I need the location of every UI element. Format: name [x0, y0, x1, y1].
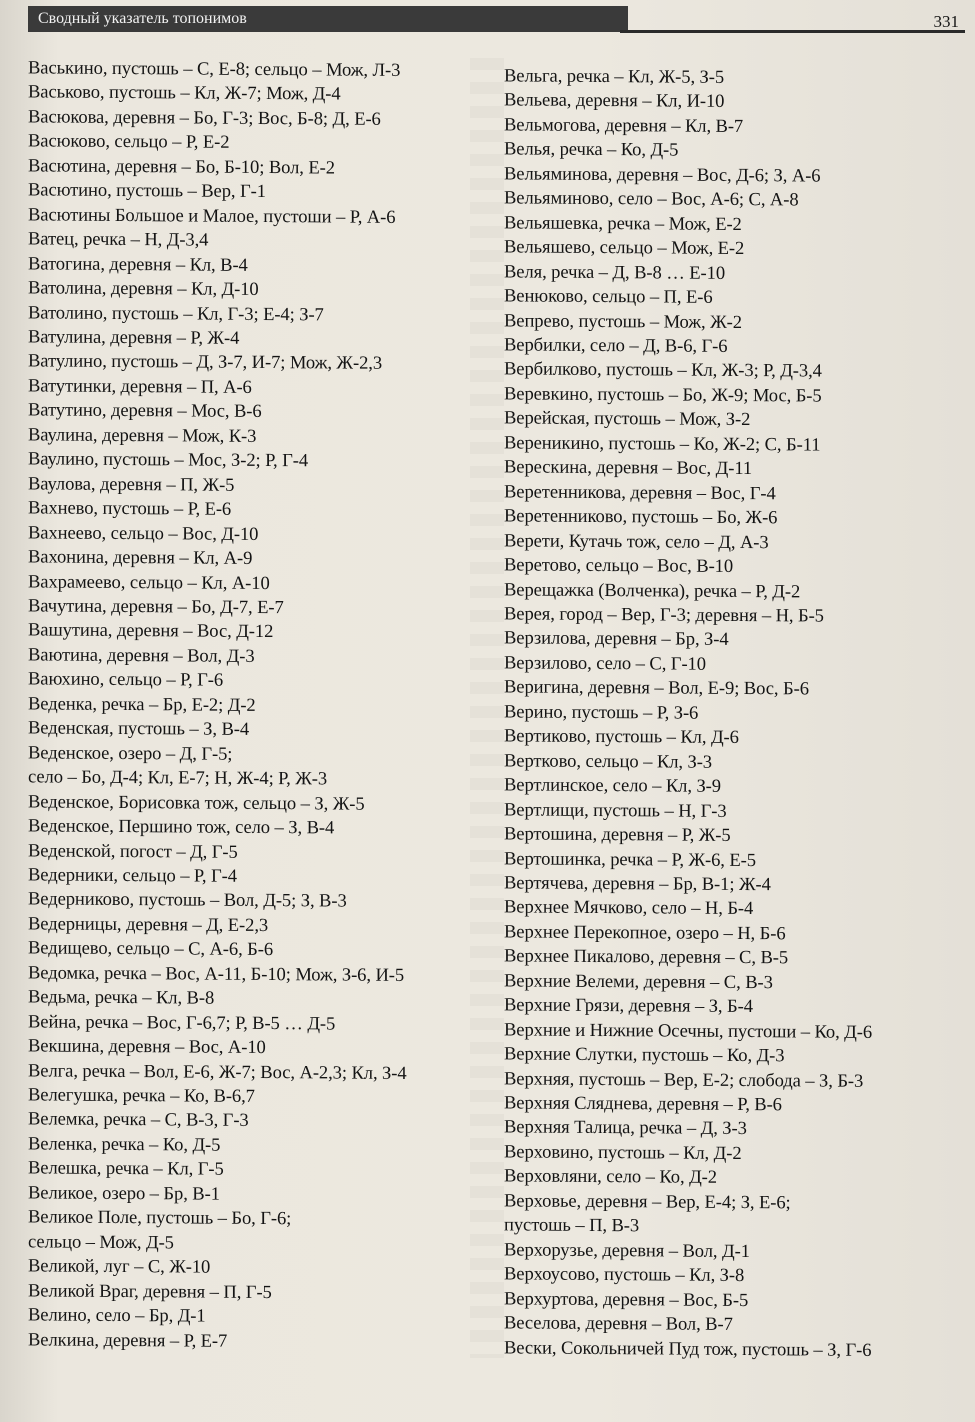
- index-entry: Вахнево, пустошь – Р, Е-6: [28, 497, 232, 520]
- index-entry: Веденской, погост – Д, Г-5: [28, 839, 238, 863]
- index-entry: сельцо – Мож, Д-5: [28, 1231, 174, 1254]
- index-entry: Веденка, речка – Бр, Е-2; Д-2: [28, 693, 256, 716]
- index-entry: Ведерники, сельцо – Р, Г-4: [28, 864, 237, 887]
- index-entry: Вахрамеево, сельцо – Кл, А-10: [28, 570, 270, 594]
- index-entry: Верхнее Мячково, село – Н, Б-4: [504, 896, 754, 920]
- index-entry: пустошь – П, В-3: [504, 1214, 640, 1237]
- index-entry: Вельяминова, деревня – Вос, Д-6; З, А-6: [504, 163, 821, 187]
- index-entry: Верино, пустошь – Р, З-6: [504, 701, 699, 724]
- index-entry: Вертошинка, речка – Р, Ж-6, Е-5: [504, 847, 756, 871]
- right-column: [504, 64, 974, 1363]
- index-entry: Васюково, сельцо – Р, Е-2: [28, 130, 230, 154]
- index-entry: Вейна, речка – Вос, Г-6,7; Р, В-5 … Д-5: [28, 1011, 336, 1035]
- index-entry: Вереникино, пустошь – Ко, Ж-2; С, Б-11: [504, 432, 821, 456]
- index-entry: Вельяшевка, речка – Мож, Е-2: [504, 212, 742, 235]
- index-entry: Ваулина, деревня – Мож, К-3: [28, 424, 257, 447]
- index-entry: Великой Враг, деревня – П, Г-5: [28, 1280, 272, 1303]
- index-entry: Верхняя, пустошь – Вер, Е-2; слобода – З, Б-3: [504, 1067, 864, 1092]
- index-entry: Веретово, сельцо – Вос, В-10: [504, 554, 734, 578]
- index-entry: Веригина, деревня – Вол, Е-9; Вос, Б-6: [504, 676, 809, 700]
- index-entry: Верхнее Пикалово, деревня – С, В-5: [504, 945, 789, 969]
- index-entry: Верхние Велеми, деревня – С, В-3: [504, 970, 773, 994]
- index-entry: Верхорузье, деревня – Вол, Д-1: [504, 1239, 750, 1262]
- index-entry: Вахнеево, сельцо – Вос, Д-10: [28, 521, 259, 545]
- index-entry: Вербилки, село – Д, В-6, Г-6: [504, 334, 728, 357]
- index-entry: Вахонина, деревня – Кл, А-9: [28, 546, 253, 569]
- page-number: 331: [933, 12, 959, 31]
- index-entry: Ваюхино, сельцо – Р, Г-6: [28, 668, 224, 692]
- index-entry: Веденское, Борисовка тож, сельцо – З, Ж-5: [28, 790, 365, 815]
- index-entry: Веретенникова, деревня – Вос, Г-4: [504, 481, 776, 504]
- index-entry: Ватолина, деревня – Кл, Д-10: [28, 277, 259, 301]
- index-entry: Васькино, пустошь – С, Е-8; сельцо – Мож, Л-3: [28, 57, 401, 81]
- index-entry: Ведищево, сельцо – С, А-6, Б-6: [28, 937, 274, 961]
- index-entry: Вельга, речка – Кл, Ж-5, З-5: [504, 65, 725, 88]
- index-entry: Верзилова, деревня – Бр, З-4: [504, 627, 729, 651]
- index-entry: Верхняя Талица, речка – Д, З-3: [504, 1116, 747, 1140]
- index-entry: Верзилово, село – С, Г-10: [504, 652, 706, 675]
- index-entry: Великое Поле, пустошь – Бо, Г-6;: [28, 1206, 292, 1230]
- index-entry: Вертлинское, село – Кл, З-9: [504, 774, 721, 798]
- index-entry: Ватутино, деревня – Мос, В-6: [28, 399, 262, 423]
- index-entry: Велемка, речка – С, В-3, Г-3: [28, 1108, 249, 1132]
- index-entry: Веля, речка – Д, В-8 … Е-10: [504, 260, 726, 284]
- index-entry: Ватогина, деревня – Кл, В-4: [28, 252, 248, 276]
- index-entry: Веревкино, пустошь – Бо, Ж-9; Мос, Б-5: [504, 383, 822, 407]
- index-entry: Вельева, деревня – Кл, И-10: [504, 89, 725, 113]
- index-entry: Вертлищи, пустошь – Н, Г-3: [504, 798, 727, 822]
- index-entry: Ватулина, деревня – Р, Ж-4: [28, 326, 240, 349]
- index-entry: Верея, город – Вер, Г-3; деревня – Н, Б-5: [504, 603, 824, 627]
- index-entry: Вески, Сокольничей Пуд тож, пустошь – З, Г-6: [504, 1336, 872, 1361]
- index-entry: Веденская, пустошь – З, В-4: [28, 717, 250, 741]
- index-entry: Вельмогова, деревня – Кл, В-7: [504, 114, 744, 137]
- index-entry: Вачутина, деревня – Бо, Д-7, Е-7: [28, 595, 284, 619]
- index-entry: Ведомка, речка – Вос, А-11, Б-10; Мож, З-6, И-5: [28, 962, 405, 986]
- index-entry: Венюково, сельцо – П, Е-6: [504, 285, 713, 308]
- index-entry: Вельяминово, село – Вос, А-6; С, А-8: [504, 187, 799, 211]
- index-entry: Васюкова, деревня – Бо, Г-3; Вос, Б-8; Д, Е-6: [28, 106, 381, 130]
- index-entry: Верховино, пустошь – Кл, Д-2: [504, 1141, 742, 1164]
- index-entry: Верещажка (Волченка), речка – Р, Д-2: [504, 578, 801, 602]
- index-entry: Ваулино, пустошь – Мос, З-2; Р, Г-4: [28, 448, 309, 472]
- index-entry: Васютина, деревня – Бо, Б-10; Вол, Е-2: [28, 155, 335, 179]
- left-column: [28, 56, 498, 1355]
- index-entry: Веретенниково, пустошь – Бо, Ж-6: [504, 505, 778, 529]
- index-entry: Веденское, озеро – Д, Г-5;: [28, 742, 233, 765]
- index-entry: Великое, озеро – Бр, В-1: [28, 1182, 220, 1205]
- index-entry: Ведерницы, деревня – Д, Е-2,3: [28, 913, 269, 936]
- index-entry: Верхняя Сляднева, деревня – Р, В-6: [504, 1092, 782, 1116]
- index-entry: Верховье, деревня – Вер, Е-4; З, Е-6;: [504, 1190, 791, 1214]
- index-entry: Вашутина, деревня – Вос, Д-12: [28, 619, 274, 643]
- index-entry: Велга, речка – Вол, Е-6, Ж-7; Вос, А-2,3; Кл, З-4: [28, 1059, 407, 1084]
- index-entry: Ватулино, пустошь – Д, З-7, И-7; Мож, Ж-2,3: [28, 350, 383, 375]
- index-entry: Ведерниково, пустошь – Вол, Д-5; З, В-3: [28, 888, 347, 912]
- index-entry: Веселова, деревня – Вол, В-7: [504, 1312, 733, 1336]
- index-entry: Верховляни, село – Ко, Д-2: [504, 1165, 717, 1189]
- header-rule: [620, 30, 965, 33]
- index-entry: Векшина, деревня – Вос, А-10: [28, 1035, 266, 1059]
- index-entry: Верейская, пустошь – Мож, З-2: [504, 407, 751, 431]
- index-entry: Ватолино, пустошь – Кл, Г-3; Е-4; З-7: [28, 301, 324, 325]
- index-entry: Велешка, речка – Кл, Г-5: [28, 1157, 224, 1181]
- index-entry: Ваютина, деревня – Вол, Д-3: [28, 644, 255, 667]
- index-entry: Вельяшево, сельцо – Мож, Е-2: [504, 236, 745, 260]
- index-entry: Ватутинки, деревня – П, А-6: [28, 375, 252, 398]
- index-entry: Веденское, Першино тож, село – З, В-4: [28, 815, 335, 839]
- index-entry: Верхнее Перекопное, озеро – Н, Б-6: [504, 921, 786, 945]
- index-entry: Вертиково, пустошь – Кл, Д-6: [504, 725, 739, 749]
- index-entry: Верети, Кутачь тож, село – Д, А-3: [504, 529, 769, 553]
- index-entry: Верхние и Нижние Осечны, пустоши – Ко, Д-6: [504, 1019, 873, 1043]
- index-entry: Велино, село – Бр, Д-1: [28, 1304, 206, 1327]
- index-entry: Веленка, речка – Ко, Д-5: [28, 1133, 221, 1156]
- index-entry: Ватец, речка – Н, Д-3,4: [28, 228, 209, 251]
- index-entry: Вербилково, пустошь – Кл, Ж-3; Р, Д-3,4: [504, 358, 822, 383]
- index-entry: Ваулова, деревня – П, Ж-5: [28, 473, 235, 496]
- index-entry: Вертячева, деревня – Бр, В-1; Ж-4: [504, 872, 771, 896]
- index-entry: Вертково, сельцо – Кл, З-3: [504, 750, 712, 773]
- index-entry: Велья, речка – Ко, Д-5: [504, 138, 679, 161]
- index-entry: Васютино, пустошь – Вер, Г-1: [28, 179, 266, 203]
- index-entry: Вепрево, пустошь – Мож, Ж-2: [504, 309, 742, 333]
- index-entry: Ведьма, речка – Кл, В-8: [28, 986, 215, 1009]
- index-entry: Верхуртова, деревня – Вос, Б-5: [504, 1288, 749, 1311]
- index-entry: Васютины Большое и Малое, пустоши – Р, А-6: [28, 204, 396, 228]
- index-entry: Велегушка, речка – Ко, В-6,7: [28, 1084, 255, 1107]
- index-entry: Верхние Слутки, пустошь – Ко, Д-3: [504, 1043, 785, 1067]
- running-header: Сводный указатель топонимов: [28, 6, 628, 32]
- index-entry: Верескина, деревня – Вос, Д-11: [504, 456, 753, 480]
- index-entry: Верхние Грязи, деревня – З, Б-4: [504, 994, 753, 1018]
- index-entry: Вертошина, деревня – Р, Ж-5: [504, 823, 731, 846]
- index-entry: село – Бо, Д-4; Кл, Е-7; Н, Ж-4; Р, Ж-3: [28, 766, 328, 790]
- index-entry: Велкина, деревня – Р, Е-7: [28, 1328, 228, 1352]
- index-entry: Васьково, пустошь – Кл, Ж-7; Мож, Д-4: [28, 81, 341, 105]
- index-entry: Великой, луг – С, Ж-10: [28, 1255, 211, 1278]
- index-entry: Верхоусово, пустошь – Кл, З-8: [504, 1263, 745, 1287]
